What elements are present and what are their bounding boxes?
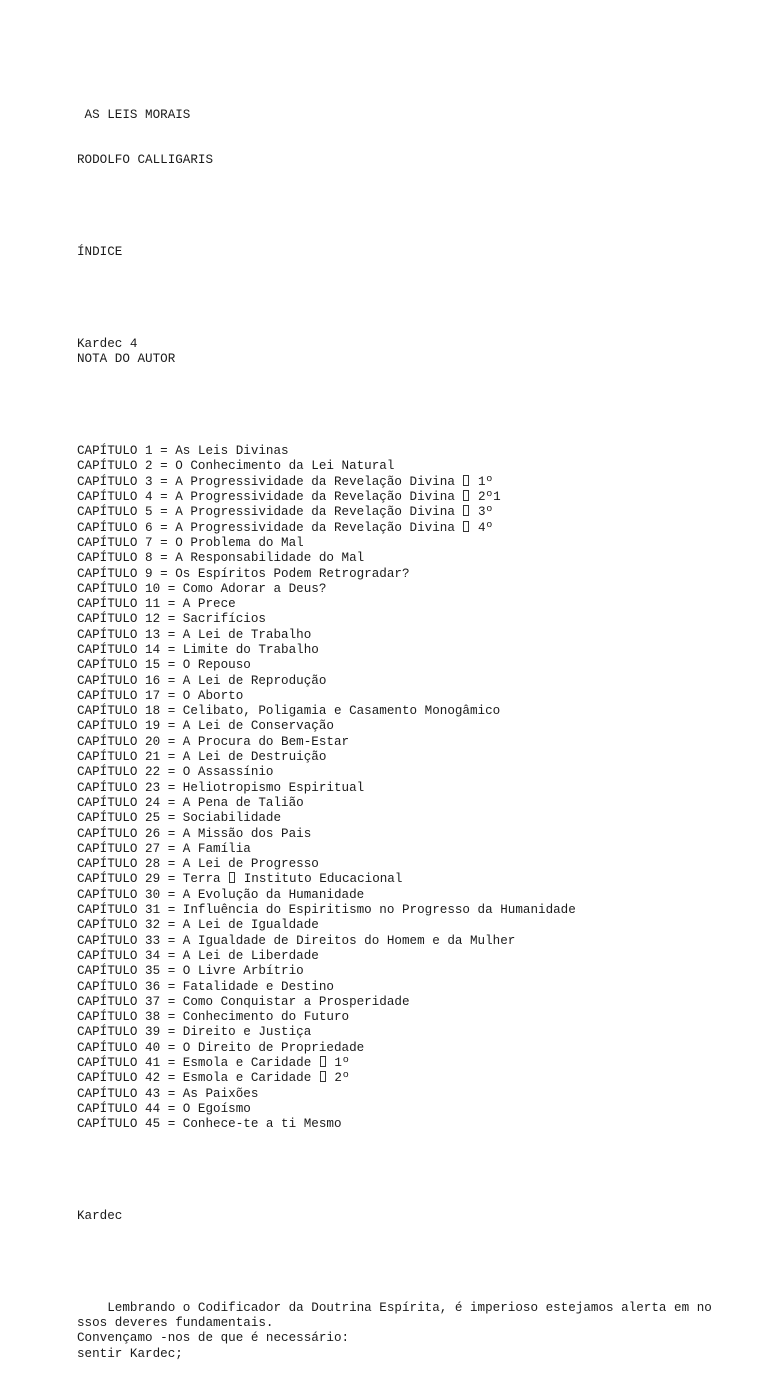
chapter-entry: CAPÍTULO 25 = Sociabilidade <box>77 811 282 826</box>
spacer <box>77 291 747 306</box>
chapter-entry: CAPÍTULO 33 = A Igualdade de Direitos do Homem e da Mulher <box>77 933 516 948</box>
chapter-entry: CAPÍTULO 8 = A Responsabilidade do Mal <box>77 551 365 566</box>
chapter-entry: CAPÍTULO 3 = A Progressividade da Revelação Divina 1º <box>77 474 494 489</box>
chapter-entry: CAPÍTULO 2 = O Conhecimento da Lei Natural <box>77 459 395 474</box>
front-matter-item: NOTA DO AUTOR <box>77 352 176 367</box>
chapter-entry: CAPÍTULO 19 = A Lei de Conservação <box>77 719 334 734</box>
chapter-entry: CAPÍTULO 17 = O Aborto <box>77 688 244 703</box>
chapter-entry: CAPÍTULO 16 = A Lei de Reprodução <box>77 673 327 688</box>
body-line: Convençamo -nos de que é necessário: <box>77 1331 350 1346</box>
chapter-entry: CAPÍTULO 35 = O Livre Arbítrio <box>77 964 304 979</box>
chapter-entry: CAPÍTULO 39 = Direito e Justiça <box>77 1025 312 1040</box>
chapter-entry: CAPÍTULO 36 = Fatalidade e Destino <box>77 979 334 994</box>
chapter-entry: CAPÍTULO 31 = Influência do Espiritismo no Progresso da Humanidade <box>77 903 576 918</box>
chapter-entry: CAPÍTULO 30 = A Evolução da Humanidade <box>77 887 365 902</box>
chapter-entry: CAPÍTULO 32 = A Lei de Igualdade <box>77 918 319 933</box>
missing-glyph-box <box>463 505 469 516</box>
front-matter-item: Kardec 4 <box>77 337 138 352</box>
chapter-entry: CAPÍTULO 45 = Conhece-te a ti Mesmo <box>77 1117 342 1132</box>
spacer <box>77 1255 747 1270</box>
chapter-entry: CAPÍTULO 11 = A Prece <box>77 597 236 612</box>
chapter-entry: CAPÍTULO 29 = Terra Instituto Educacional <box>77 872 403 887</box>
chapter-entry: CAPÍTULO 38 = Conhecimento do Futuro <box>77 1010 350 1025</box>
chapter-entry: CAPÍTULO 41 = Esmola e Caridade 1º <box>77 1056 350 1070</box>
chapter-entry: CAPÍTULO 40 = O Direito de Propriedade <box>77 1040 365 1055</box>
document-title: AS LEIS MORAIS <box>77 107 191 122</box>
chapter-entry: CAPÍTULO 43 = As Paixões <box>77 1086 259 1101</box>
body-text <box>77 1301 747 1362</box>
chapter-entry: CAPÍTULO 26 = A Missão dos Pais <box>77 826 312 841</box>
spacer <box>77 1163 747 1178</box>
chapter-entry: CAPÍTULO 12 = Sacrifícios <box>77 612 266 627</box>
missing-glyph-box <box>320 1071 326 1082</box>
missing-glyph-box <box>463 475 469 486</box>
body-line: Lembrando o Codificador da Doutrina Espírita, é imperioso estejamos alerta em no <box>77 1300 712 1315</box>
chapter-entry: CAPÍTULO 10 = Como Adorar a Deus? <box>77 581 327 596</box>
chapter-entry: CAPÍTULO 14 = Limite do Trabalho <box>77 642 319 657</box>
chapter-entry: CAPÍTULO 5 = A Progressividade da Revelação Divina 3º <box>77 505 494 520</box>
chapter-entry: CAPÍTULO 28 = A Lei de Progresso <box>77 857 319 872</box>
chapter-entry: CAPÍTULO 4 = A Progressividade da Revelação Divina 2º1 <box>77 490 501 505</box>
spacer <box>77 199 747 214</box>
document-author: RODOLFO CALLIGARIS <box>77 153 214 168</box>
chapter-entry: CAPÍTULO 6 = A Progressividade da Revelação Divina 4º <box>77 520 494 535</box>
index-heading: ÍNDICE <box>77 245 123 260</box>
chapter-entry: CAPÍTULO 22 = O Assassínio <box>77 765 274 780</box>
chapter-list <box>77 444 747 1132</box>
chapter-entry: CAPÍTULO 42 = Esmola e Caridade 2º <box>77 1071 350 1086</box>
chapter-entry: CAPÍTULO 15 = O Repouso <box>77 658 251 673</box>
missing-glyph-box <box>463 521 469 532</box>
missing-glyph-box <box>320 1056 326 1067</box>
chapter-entry: CAPÍTULO 9 = Os Espíritos Podem Retrogradar? <box>77 566 410 581</box>
chapter-entry: CAPÍTULO 1 = As Leis Divinas <box>77 444 289 459</box>
front-matter-list <box>77 337 747 368</box>
chapter-entry: CAPÍTULO 18 = Celibato, Poligamia e Casamento Monogâmico <box>77 704 501 719</box>
chapter-entry: CAPÍTULO 27 = A Família <box>77 841 251 856</box>
chapter-entry: CAPÍTULO 37 = Como Conquistar a Prosperidade <box>77 994 410 1009</box>
document-page <box>77 77 747 1377</box>
chapter-entry: CAPÍTULO 20 = A Procura do Bem-Estar <box>77 734 350 749</box>
chapter-entry: CAPÍTULO 21 = A Lei de Destruição <box>77 750 327 765</box>
spacer <box>77 398 747 413</box>
body-line: ssos deveres fundamentais. <box>77 1316 274 1331</box>
body-line: sentir Kardec; <box>77 1346 183 1361</box>
chapter-entry: CAPÍTULO 34 = A Lei de Liberdade <box>77 948 319 963</box>
chapter-entry: CAPÍTULO 7 = O Problema do Mal <box>77 535 304 550</box>
chapter-entry: CAPÍTULO 24 = A Pena de Talião <box>77 795 304 810</box>
missing-glyph-box <box>463 490 469 501</box>
section-heading: Kardec <box>77 1208 123 1223</box>
missing-glyph-box <box>229 872 235 883</box>
chapter-entry: CAPÍTULO 44 = O Egoísmo <box>77 1101 251 1116</box>
chapter-entry: CAPÍTULO 23 = Heliotropismo Espiritual <box>77 780 365 795</box>
chapter-entry: CAPÍTULO 13 = A Lei de Trabalho <box>77 627 312 642</box>
